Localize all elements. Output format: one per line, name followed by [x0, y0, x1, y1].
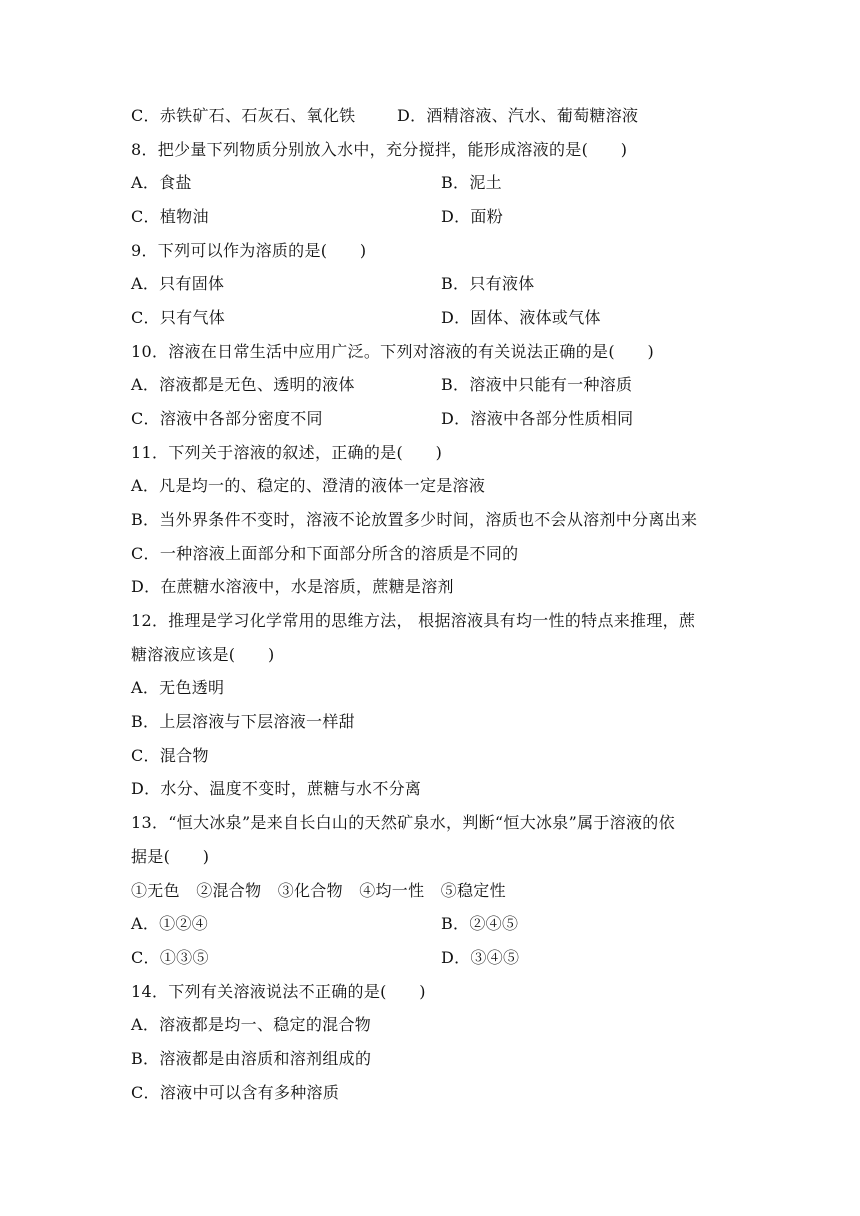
question-8-stem: 8．把少量下列物质分别放入水中，充分搅拌，能形成溶液的是( ) — [131, 140, 628, 159]
option-c: C．植物油 — [131, 207, 209, 226]
option-b: B．②④⑤ — [441, 914, 519, 933]
option-line — [131, 206, 751, 228]
option-d: D．在蔗糖水溶液中，水是溶质，蔗糖是溶剂 — [131, 577, 454, 596]
option-d: D．固体、液体或气体 — [441, 308, 601, 327]
option-c: C．溶液中可以含有多种溶质 — [131, 1083, 340, 1102]
question-10-stem: 10．溶液在日常生活中应用广泛。下列对溶液的有关说法正确的是( ) — [131, 342, 655, 361]
option-line — [131, 947, 751, 969]
option-a: A．溶液都是无色、透明的液体 — [131, 375, 355, 394]
option-c: C．溶液中各部分密度不同 — [131, 409, 323, 428]
option-a: A．溶液都是均一、稳定的混合物 — [131, 1015, 372, 1034]
question-14-stem: 14．下列有关溶液说法不正确的是( ) — [131, 982, 426, 1001]
option-c: C．混合物 — [131, 746, 209, 765]
option-line — [131, 273, 751, 295]
question-12-stem: 12．推理是学习化学常用的思维方法， 根据溶液具有均一性的特点来推理，蔗 — [131, 611, 696, 630]
question-13-stem: 13．“恒大冰泉”是来自长白山的天然矿泉水，判断“恒大冰泉”属于溶液的依 — [131, 813, 675, 832]
option-a: A．食盐 — [131, 173, 192, 192]
option-b: B．泥土 — [441, 173, 502, 192]
question-13-stem-cont: 据是( ) — [131, 847, 210, 866]
option-b: B．当外界条件不变时，溶液不论放置多少时间，溶质也不会从溶剂中分离出来 — [131, 510, 698, 529]
option-b: B．溶液都是由溶质和溶剂组成的 — [131, 1049, 372, 1068]
option-d: D．面粉 — [441, 207, 504, 226]
option-d: D．酒精溶液、汽水、葡萄糖溶液 — [397, 106, 639, 125]
option-line — [131, 105, 751, 127]
option-a: A．凡是均一的、稳定的、澄清的液体一定是溶液 — [131, 476, 486, 495]
option-c: C．只有气体 — [131, 308, 226, 327]
option-c: C．赤铁矿石、石灰石、氧化铁 — [131, 106, 356, 125]
option-b: B．溶液中只能有一种溶质 — [441, 375, 633, 394]
option-line — [131, 408, 751, 430]
option-a: A．①②④ — [131, 914, 209, 933]
option-line — [131, 172, 751, 194]
option-line — [131, 307, 751, 329]
option-a: A．无色透明 — [131, 678, 225, 697]
question-12-stem-cont: 糖溶液应该是( ) — [131, 645, 275, 664]
question-13-choices: ①无色 ②混合物 ③化合物 ④均一性 ⑤稳定性 — [131, 881, 506, 900]
option-b: B．上层溶液与下层溶液一样甜 — [131, 712, 355, 731]
option-d: D．③④⑤ — [441, 948, 520, 967]
option-c: C．一种溶液上面部分和下面部分所含的溶质是不同的 — [131, 544, 519, 563]
option-d: D．溶液中各部分性质相同 — [441, 409, 634, 428]
option-d: D．水分、温度不变时，蔗糖与水不分离 — [131, 779, 422, 798]
question-9-stem: 9．下列可以作为溶质的是( ) — [131, 241, 367, 260]
option-line — [131, 374, 751, 396]
question-11-stem: 11．下列关于溶液的叙述，正确的是( ) — [131, 443, 443, 462]
option-a: A．只有固体 — [131, 274, 225, 293]
option-line — [131, 913, 751, 935]
option-b: B．只有液体 — [441, 274, 535, 293]
option-c: C．①③⑤ — [131, 948, 209, 967]
